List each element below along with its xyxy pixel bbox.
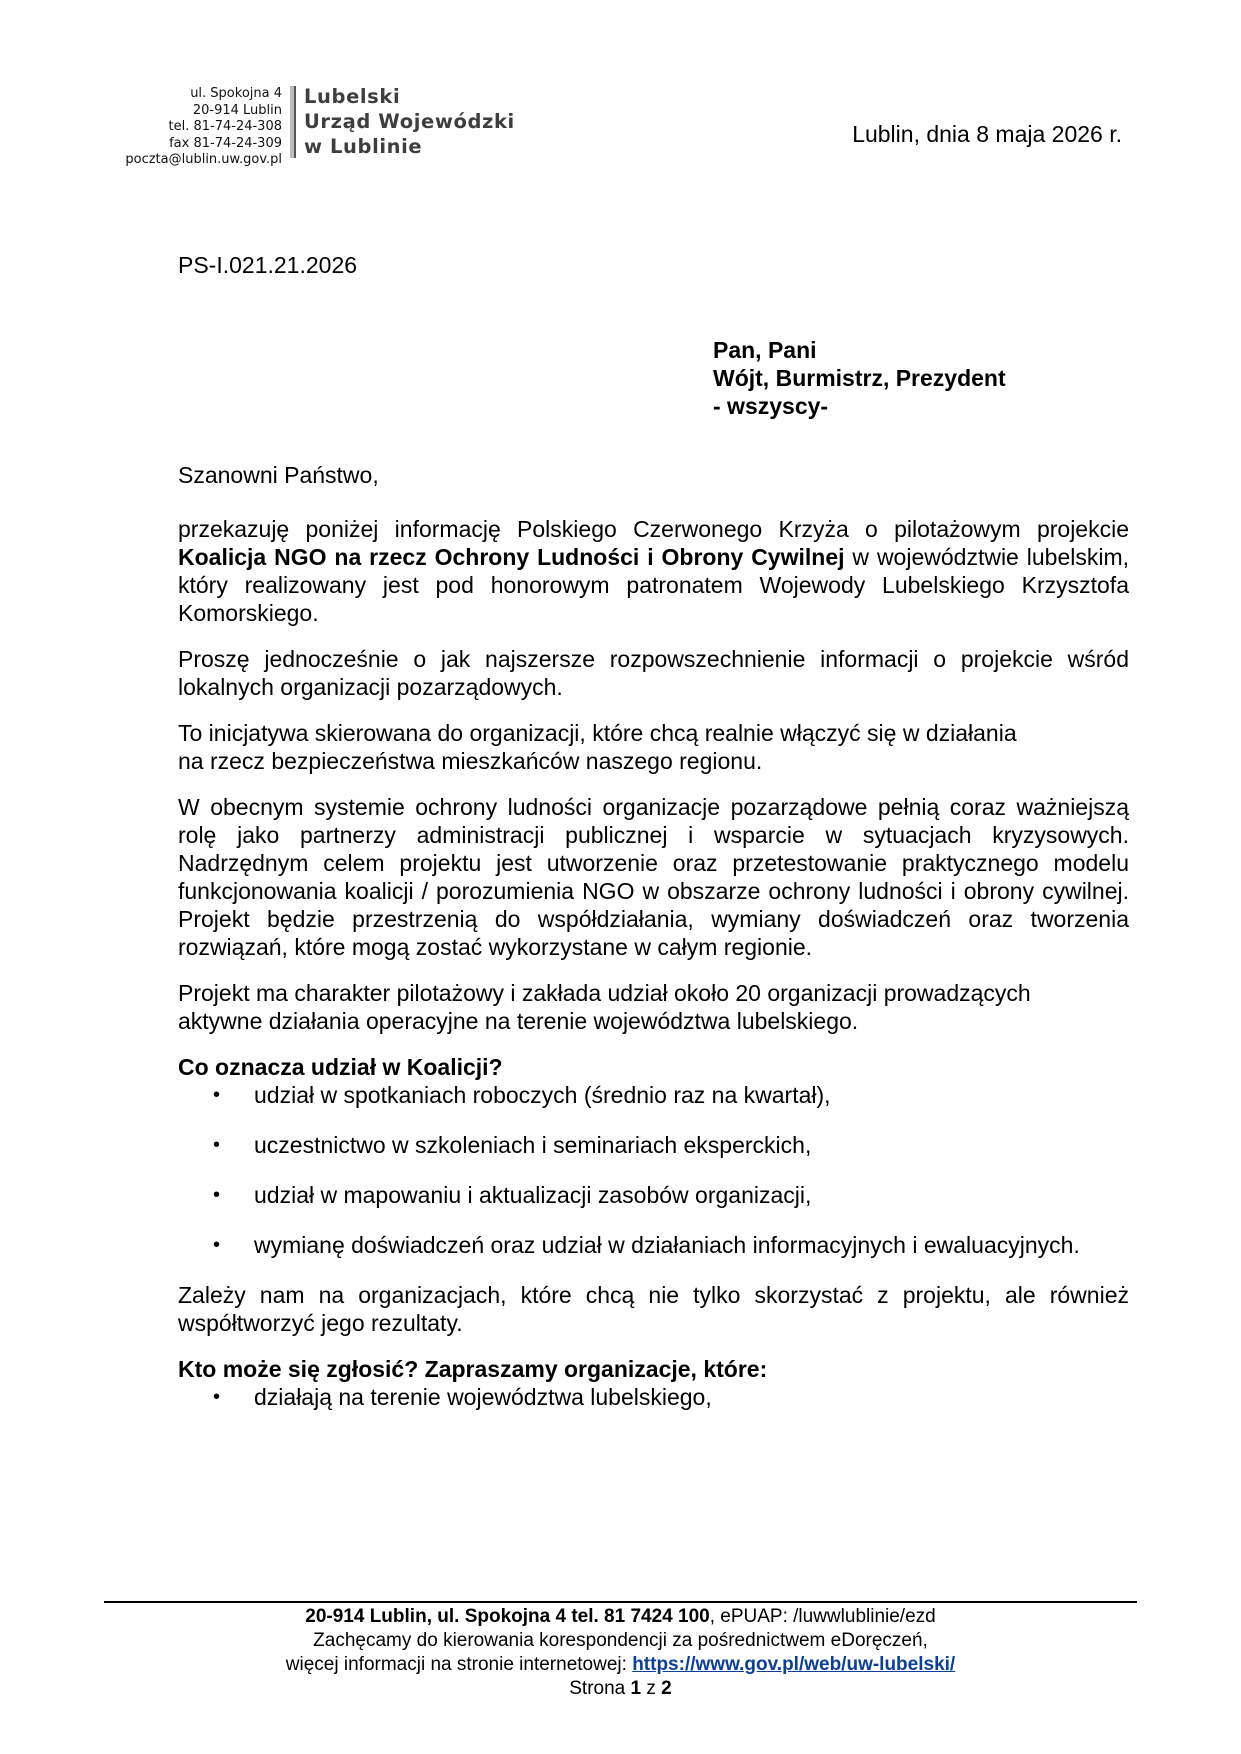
bullet-icon: • [213,1084,221,1106]
initiative-line: To inicjatywa skierowana do organizacji, które chcą realnie włączyć się w działania [178,720,1017,746]
pilot-line: Projekt ma charakter pilotażowy i zakłada udział około 20 organizacji prowadzących [178,980,1031,1006]
recipient-block [713,336,1006,420]
footer-address: 20-914 Lublin, ul. Spokojna 4 tel. 81 7424 100 [305,1606,710,1627]
list-item-text: udział w spotkaniach roboczych (średnio raz na kwartał), [254,1082,831,1108]
page-number [104,1677,1137,1701]
footer-epuap: , ePUAP: /luwwlublinie/ezd [709,1606,936,1627]
list-item [178,1131,1129,1159]
footer-divider [104,1601,1137,1603]
reference-number: PS-I.021.21.2026 [178,252,358,278]
bullet-icon: • [213,1386,221,1408]
list-item-text: działają na terenie województwa lubelskiego, [254,1384,712,1410]
footer-website-label: więcej informacji na stronie internetowej: [285,1654,633,1675]
paragraph-intro [178,515,1129,627]
letterhead-office-name [304,84,515,159]
pilot-line: aktywne działania operacyjne na terenie województwa lubelskiego. [178,1008,859,1034]
bullet-icon: • [213,1134,221,1156]
paragraph-pilot [178,979,1129,1035]
list-item-text: udział w mapowaniu i aktualizacji zasobów organizacji, [254,1182,812,1208]
letterhead-fax: fax 81-74-24-309 [169,135,282,151]
page-footer [104,1605,1137,1701]
heading-who-can-apply: Kto może się zgłosić? Zapraszamy organizacje, które: [178,1356,768,1382]
greeting: Szanowni Państwo, [178,462,379,488]
footer-address-line [104,1605,1137,1629]
recipient-line: Wójt, Burmistrz, Prezydent [713,365,1006,391]
bullet-icon: • [213,1234,221,1256]
paragraph-request: Proszę jednocześnie o jak najszersze rozpowszechnienie informacji o projekcie wśród lokalnych organizacji pozarządowych. [178,646,1129,700]
recipient-line: - wszyscy- [713,393,829,419]
list-item [178,1383,1129,1411]
paragraph-initiative [178,719,1129,775]
letterhead-name-line: Lubelski [304,85,401,108]
list-item-text: uczestnictwo w szkoleniach i seminariach eksperckich, [254,1132,812,1158]
bullet-icon: • [213,1184,221,1206]
letterhead-email: poczta@lublin.uw.gov.pl [125,152,282,167]
recipient-line: Pan, Pani [713,337,817,363]
list-item [178,1081,1129,1109]
paragraph-goal: W obecnym systemie ochrony ludności organizacje pozarządowe pełnią coraz ważniejszą rolę jako partnerzy administracji publicznej i wsparcie w sytuacjach kryzysowych. Nadrzędnym celem projektu jest utworzenie oraz przetestowanie praktycznego modelu funkcjonowania koalicji / porozumienia NGO w obszarze ochrony ludności i obrony cywilnej. Projekt będzie przestrzenią do współdziałania, wymiany doświadczeń oraz tworzenia rozwiązań, które mogą zostać wykorzystane w całym regionie. [178,794,1129,960]
letterhead-city: 20-914 Lublin [192,102,282,118]
letterhead-street: ul. Spokojna 4 [190,86,282,101]
letterhead-divider-bar [290,86,296,158]
letterhead-address [110,86,282,169]
footer-website-link[interactable]: https://www.gov.pl/web/uw-lubelski/ [632,1654,956,1675]
letter-body [178,461,1129,1433]
eligibility-list [178,1383,1129,1411]
letter-date: Lublin, dnia 8 maja 2026 r. [852,121,1122,147]
footer-edoreczenia: Zachęcamy do kierowania korespondencji za pośrednictwem eDoręczeń, [313,1630,928,1651]
page-of: z [646,1678,656,1699]
list-item-text: wymianę doświadczeń oraz udział w działaniach informacyjnych i ewaluacyjnych. [254,1232,1080,1258]
page-current: 1 [630,1678,642,1699]
letterhead-name-line: Urząd Wojewódzki [304,110,515,133]
page-total: 2 [661,1678,672,1699]
list-item [178,1231,1129,1259]
heading-participation: Co oznacza udział w Koalicji? [178,1054,503,1080]
letterhead-phone: tel. 81-74-24-308 [168,119,282,134]
intro-text-end: w województwie lubelskim, który realizowany jest pod honorowym patronatem Wojewody Lubelskiego Krzysztofa Komorskiego. [178,544,1130,626]
paragraph-expectations: Zależy nam na organizacjach, które chcą nie tylko skorzystać z projektu, ale również współtworzyć jego rezultaty. [178,1282,1129,1336]
page-label: Strona [569,1678,626,1699]
intro-text: przekazuję poniżej informację Polskiego Czerwonego Krzyża o pilotażowym projekcie [178,516,1129,542]
project-name: Koalicja NGO na rzecz Ochrony Ludności i Obrony Cywilnej [178,544,845,570]
initiative-line: na rzecz bezpieczeństwa mieszkańców naszego regionu. [178,748,763,774]
letterhead-name-line: w Lublinie [304,135,423,158]
list-item [178,1181,1129,1209]
participation-list [178,1081,1129,1259]
footer-website-line [104,1653,1137,1677]
